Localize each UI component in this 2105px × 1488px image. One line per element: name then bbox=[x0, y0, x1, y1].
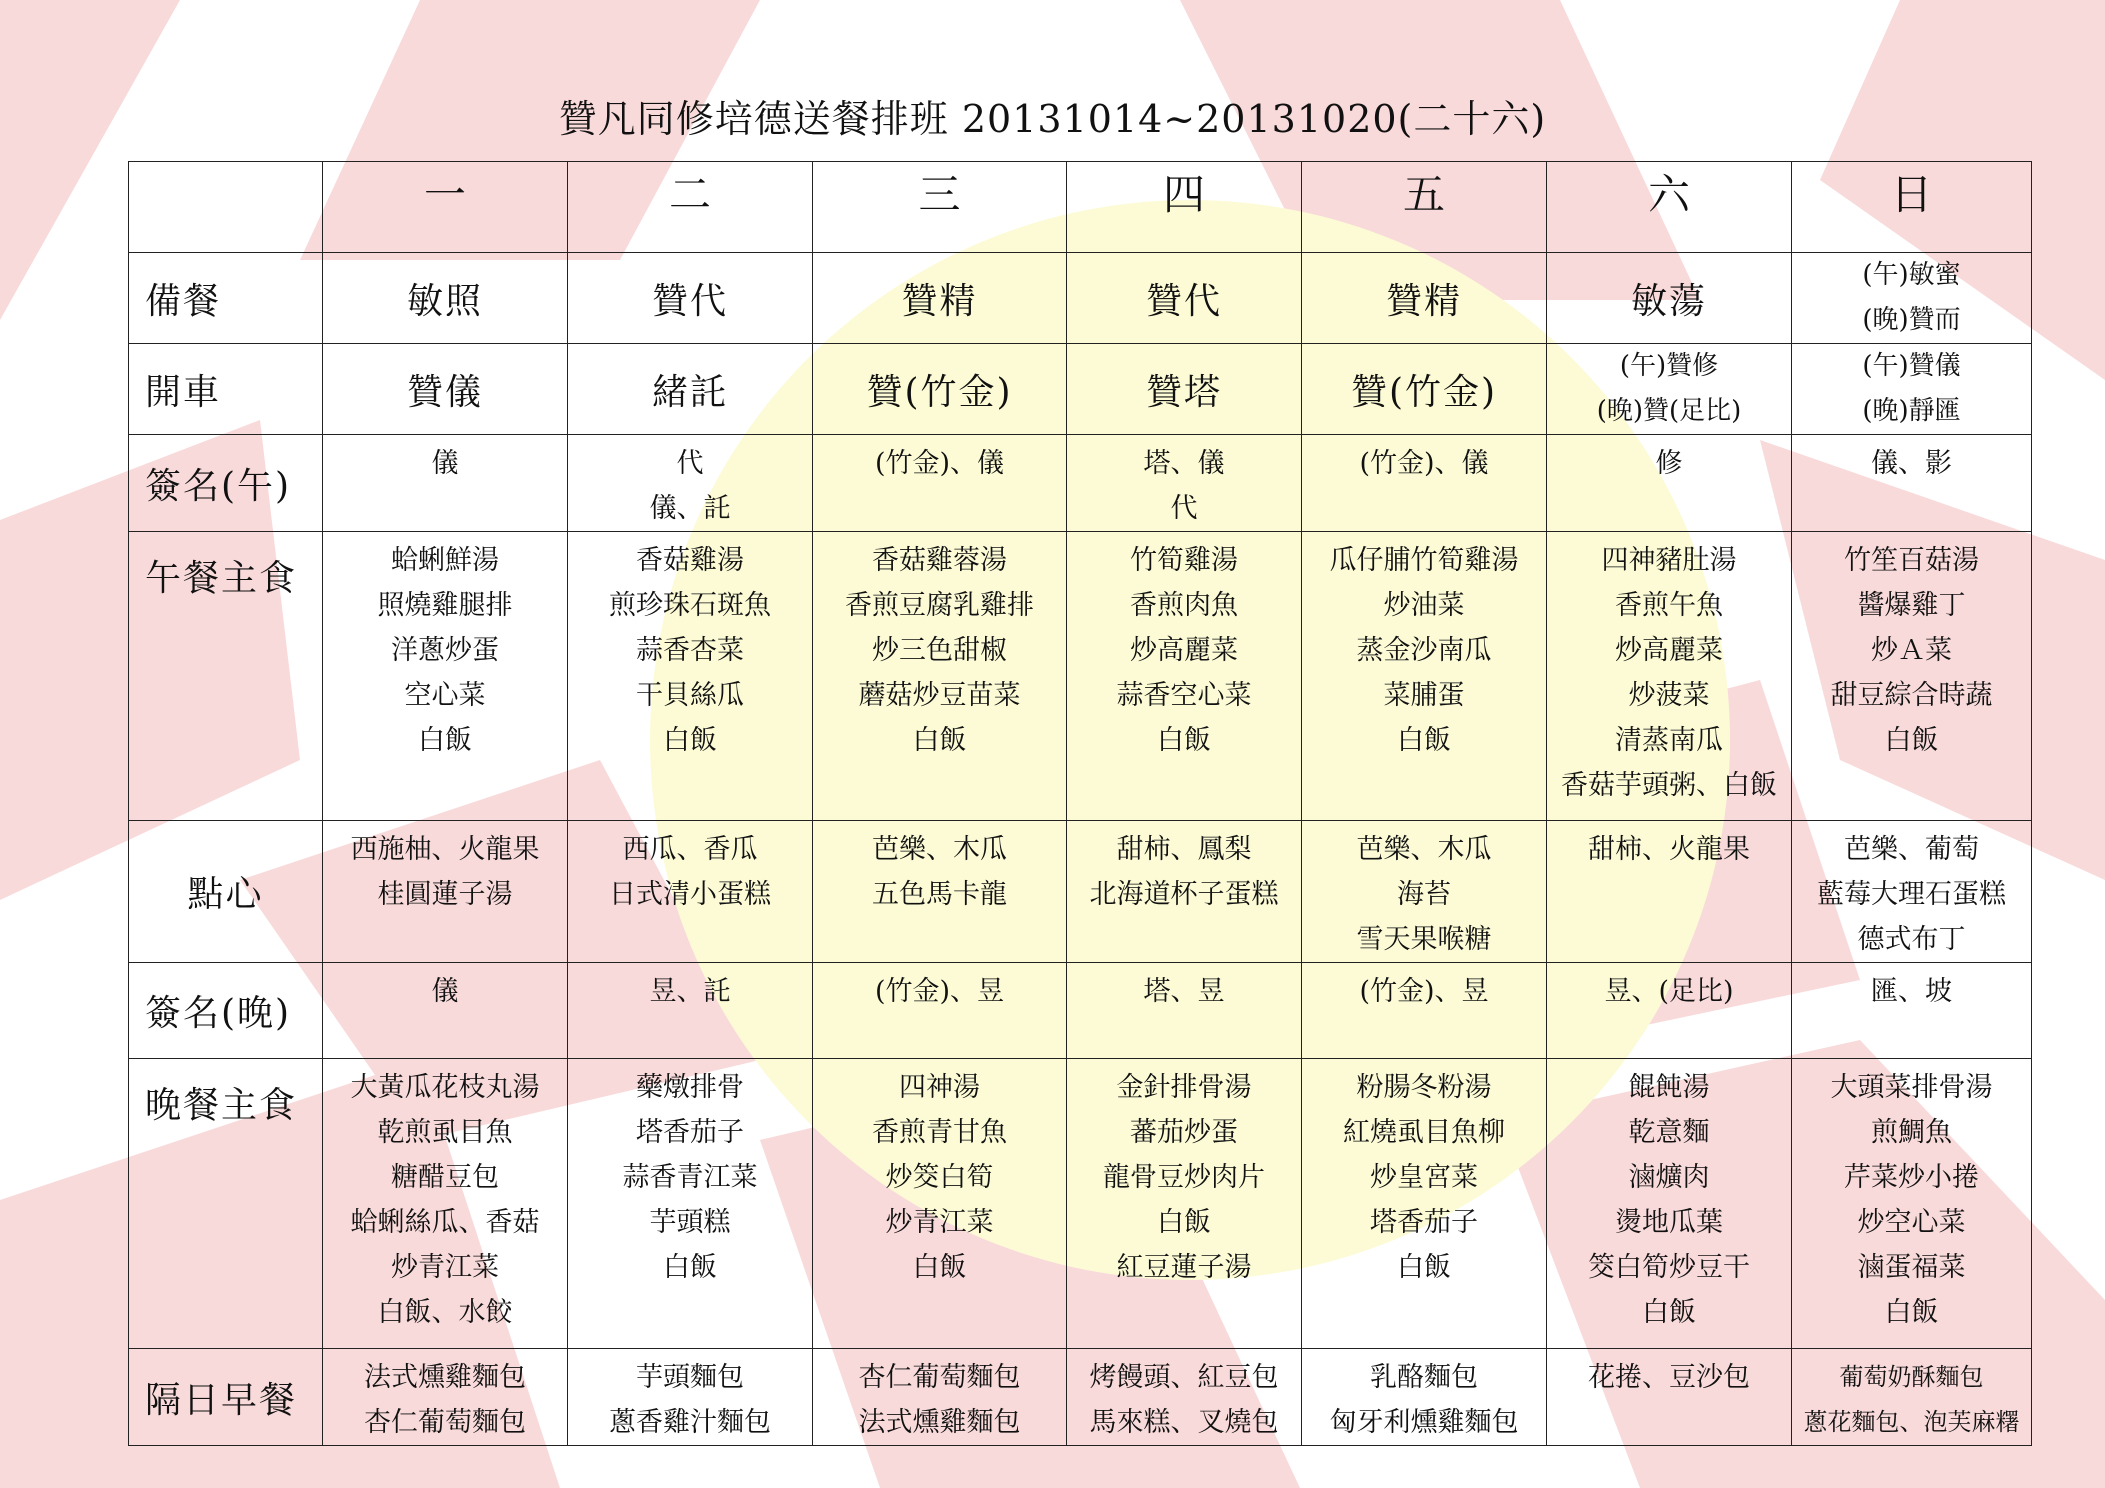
row-breakfast bbox=[129, 1349, 2032, 1446]
cell-line: 白飯 bbox=[663, 725, 717, 756]
cell-line: 白飯 bbox=[1157, 725, 1211, 756]
cell-line: 糖醋豆包 bbox=[391, 1162, 499, 1193]
cell-breakfast-4 bbox=[1302, 1349, 1547, 1446]
row-label-prep: 備餐 bbox=[129, 253, 323, 344]
cell-line: 藥燉排骨 bbox=[636, 1072, 744, 1103]
cell-line: 竹筍雞湯 bbox=[1130, 545, 1238, 576]
cell-drive-6 bbox=[1792, 344, 2032, 435]
cell-line: 儀、影 bbox=[1871, 448, 1952, 479]
cell-line: 烤饅頭、紅豆包 bbox=[1089, 1362, 1279, 1393]
cell-line: 清蒸南瓜 bbox=[1615, 725, 1723, 756]
cell-snack-6 bbox=[1792, 821, 2032, 963]
row-label-breakfast: 隔日早餐 bbox=[129, 1349, 323, 1446]
cell-line: 蛤蜊絲瓜、香菇 bbox=[350, 1207, 540, 1238]
cell-line: 五色馬卡龍 bbox=[872, 879, 1007, 910]
cell-line: 乾煎虱目魚 bbox=[377, 1117, 513, 1148]
cell-line: 昱、託 bbox=[649, 976, 731, 1007]
cell-line: 蒜香青江菜 bbox=[622, 1162, 758, 1193]
cell-line: (竹金)、昱 bbox=[1359, 976, 1489, 1007]
cell-line: 芋頭糕 bbox=[649, 1207, 731, 1238]
cell-prep-3 bbox=[1067, 253, 1302, 344]
cell-line: (午)贊儀 bbox=[1862, 351, 1961, 381]
day-wed: 三 bbox=[813, 162, 1067, 253]
cell-line: 花捲、豆沙包 bbox=[1588, 1362, 1750, 1393]
cell-line: 炒高麗菜 bbox=[1130, 635, 1238, 666]
cell-line: 海苔 bbox=[1397, 879, 1451, 910]
cell-line: 贊代 bbox=[651, 280, 728, 322]
cell-breakfast-2 bbox=[813, 1349, 1067, 1446]
cell-snack-0 bbox=[323, 821, 568, 963]
cell-line: 炒青江菜 bbox=[391, 1252, 499, 1283]
cell-line: 贊(竹金) bbox=[866, 371, 1013, 413]
cell-line: 蒜香空心菜 bbox=[1116, 680, 1252, 711]
row-label-sign_noon: 簽名(午) bbox=[129, 435, 323, 532]
cell-prep-0 bbox=[323, 253, 568, 344]
cell-line: 炒青江菜 bbox=[885, 1207, 994, 1238]
cell-dinner-3 bbox=[1067, 1059, 1302, 1349]
cell-line: 白飯 bbox=[1397, 1252, 1451, 1283]
cell-line: (竹金)、昱 bbox=[874, 976, 1005, 1007]
cell-line: 乾意麵 bbox=[1628, 1117, 1710, 1148]
cell-line: 白飯 bbox=[418, 725, 472, 756]
cell-lunch-6 bbox=[1792, 532, 2032, 821]
cell-line: 燙地瓜葉 bbox=[1615, 1207, 1723, 1238]
cell-lunch-3 bbox=[1067, 532, 1302, 821]
cell-dinner-0 bbox=[323, 1059, 568, 1349]
cell-line: 贊精 bbox=[901, 280, 978, 322]
cell-line: 塔、昱 bbox=[1143, 976, 1225, 1007]
cell-line: 桂圓蓮子湯 bbox=[377, 879, 513, 910]
cell-drive-0 bbox=[323, 344, 568, 435]
cell-line: 敏照 bbox=[406, 280, 483, 322]
day-sun: 日 bbox=[1792, 162, 2032, 253]
cell-line: 炒油菜 bbox=[1383, 590, 1465, 621]
cell-line: 香煎青甘魚 bbox=[872, 1117, 1007, 1148]
cell-line: 白飯、水餃 bbox=[377, 1297, 513, 1328]
cell-line: 葡萄奶酥麵包 bbox=[1839, 1363, 1984, 1391]
cell-lunch-0 bbox=[323, 532, 568, 821]
row-snack bbox=[129, 821, 2032, 963]
cell-line: 修 bbox=[1655, 448, 1683, 479]
cell-sign_noon-4 bbox=[1302, 435, 1547, 532]
cell-line: 香煎肉魚 bbox=[1130, 590, 1238, 621]
day-tue: 二 bbox=[568, 162, 813, 253]
cell-line: 法式燻雞麵包 bbox=[858, 1407, 1021, 1438]
cell-line: 藍莓大理石蛋糕 bbox=[1817, 879, 2006, 910]
cell-lunch-1 bbox=[568, 532, 813, 821]
cell-dinner-6 bbox=[1792, 1059, 2032, 1349]
cell-sign_eve-5 bbox=[1547, 963, 1792, 1059]
cell-line: 德式布丁 bbox=[1857, 924, 1966, 955]
cell-line: 代 bbox=[1170, 493, 1198, 524]
cell-line: 蒜香杏菜 bbox=[636, 635, 744, 666]
day-fri: 五 bbox=[1302, 162, 1547, 253]
cell-line: 菜脯蛋 bbox=[1383, 680, 1465, 711]
cell-line: 儀 bbox=[431, 976, 459, 1007]
cell-dinner-1 bbox=[568, 1059, 813, 1349]
cell-line: 炒空心菜 bbox=[1857, 1207, 1966, 1238]
cell-snack-4 bbox=[1302, 821, 1547, 963]
cell-dinner-2 bbox=[813, 1059, 1067, 1349]
cell-prep-2 bbox=[813, 253, 1067, 344]
cell-line: 法式燻雞麵包 bbox=[364, 1362, 526, 1393]
cell-line: 乳酪麵包 bbox=[1370, 1362, 1478, 1393]
cell-breakfast-6 bbox=[1792, 1349, 2032, 1446]
cell-line: (晚)贊(足比) bbox=[1596, 396, 1742, 426]
cell-line: 儀、託 bbox=[649, 493, 731, 524]
cell-line: 紅燒虱目魚柳 bbox=[1343, 1117, 1505, 1148]
cell-dinner-4 bbox=[1302, 1059, 1547, 1349]
cell-line: 西施柚、火龍果 bbox=[350, 834, 540, 865]
cell-line: 瓜仔脯竹筍雞湯 bbox=[1329, 545, 1519, 576]
cell-line: (竹金)、儀 bbox=[874, 448, 1005, 479]
cell-drive-1 bbox=[568, 344, 813, 435]
cell-sign_noon-2 bbox=[813, 435, 1067, 532]
cell-line: 香菇雞蓉湯 bbox=[872, 545, 1007, 576]
cell-sign_noon-0 bbox=[323, 435, 568, 532]
row-dinner bbox=[129, 1059, 2032, 1349]
cell-sign_eve-1 bbox=[568, 963, 813, 1059]
cell-line: 甜豆綜合時蔬 bbox=[1830, 680, 1993, 711]
cell-line: 炒菠菜 bbox=[1628, 680, 1710, 711]
cell-line: 馬來糕、叉燒包 bbox=[1089, 1407, 1279, 1438]
day-mon: 一 bbox=[323, 162, 568, 253]
cell-sign_eve-3 bbox=[1067, 963, 1302, 1059]
cell-line: 餛飩湯 bbox=[1628, 1072, 1710, 1103]
cell-line: 煎珍珠石斑魚 bbox=[609, 590, 771, 621]
cell-snack-1 bbox=[568, 821, 813, 963]
cell-line: 杏仁葡萄麵包 bbox=[364, 1407, 526, 1438]
cell-line: 匯、坡 bbox=[1871, 976, 1952, 1007]
row-label-snack: 點心 bbox=[129, 821, 323, 963]
schedule-table bbox=[128, 161, 2032, 1446]
day-sat: 六 bbox=[1547, 162, 1792, 253]
cell-line: (午)贊修 bbox=[1619, 351, 1719, 381]
row-prep bbox=[129, 253, 2032, 344]
cell-line: 白飯 bbox=[912, 1252, 967, 1283]
cell-line: 日式清小蛋糕 bbox=[609, 879, 771, 910]
cell-line: 滷爌肉 bbox=[1628, 1162, 1710, 1193]
cell-line: 蛤蜊鮮湯 bbox=[391, 545, 499, 576]
row-sign_noon bbox=[129, 435, 2032, 532]
cell-line: 代 bbox=[676, 448, 704, 479]
row-label-lunch: 午餐主食 bbox=[129, 532, 323, 821]
cell-line: 龍骨豆炒肉片 bbox=[1103, 1162, 1265, 1193]
cell-line: 香菇芋頭粥、白飯 bbox=[1561, 770, 1777, 801]
cell-drive-5 bbox=[1547, 344, 1792, 435]
cell-sign_noon-6 bbox=[1792, 435, 2032, 532]
cell-drive-3 bbox=[1067, 344, 1302, 435]
cell-breakfast-0 bbox=[323, 1349, 568, 1446]
cell-line: (晚)贊而 bbox=[1862, 305, 1961, 335]
cell-line: 芭樂、木瓜 bbox=[1356, 834, 1492, 865]
cell-line: 滷蛋福菜 bbox=[1857, 1252, 1966, 1283]
row-label-dinner: 晚餐主食 bbox=[129, 1059, 323, 1349]
cell-lunch-5 bbox=[1547, 532, 1792, 821]
cell-line: 西瓜、香瓜 bbox=[622, 834, 758, 865]
cell-line: 敏蕩 bbox=[1630, 280, 1707, 322]
cell-line: 蘑菇炒豆苗菜 bbox=[858, 680, 1021, 711]
cell-line: 芋頭麵包 bbox=[636, 1362, 744, 1393]
cell-line: 醬爆雞丁 bbox=[1857, 590, 1966, 621]
cell-line: 炒三色甜椒 bbox=[872, 635, 1007, 666]
cell-lunch-4 bbox=[1302, 532, 1547, 821]
cell-lunch-2 bbox=[813, 532, 1067, 821]
cell-line: 蒸金沙南瓜 bbox=[1356, 635, 1492, 666]
cell-line: 炒筊白筍 bbox=[885, 1162, 994, 1193]
row-label-drive: 開車 bbox=[129, 344, 323, 435]
cell-line: 緒託 bbox=[651, 371, 728, 413]
cell-sign_eve-4 bbox=[1302, 963, 1547, 1059]
cell-line: 昱、(足比) bbox=[1604, 976, 1734, 1007]
cell-line: 筊白筍炒豆干 bbox=[1588, 1252, 1750, 1283]
cell-sign_noon-1 bbox=[568, 435, 813, 532]
cell-line: 白飯 bbox=[1642, 1297, 1696, 1328]
cell-dinner-5 bbox=[1547, 1059, 1792, 1349]
cell-line: (晚)靜匯 bbox=[1862, 396, 1961, 426]
cell-line: 炒高麗菜 bbox=[1615, 635, 1723, 666]
cell-line: 贊(竹金) bbox=[1350, 371, 1498, 413]
cell-prep-4 bbox=[1302, 253, 1547, 344]
cell-line: (午)敏蜜 bbox=[1862, 260, 1961, 290]
cell-line: 芭樂、木瓜 bbox=[872, 834, 1007, 865]
cell-line: 空心菜 bbox=[404, 680, 486, 711]
cell-line: 白飯 bbox=[1157, 1207, 1211, 1238]
cell-line: 匈牙利燻雞麵包 bbox=[1329, 1407, 1519, 1438]
cell-line: 蕃茄炒蛋 bbox=[1130, 1117, 1238, 1148]
cell-line: 北海道杯子蛋糕 bbox=[1089, 879, 1279, 910]
cell-line: 洋蔥炒蛋 bbox=[391, 635, 499, 666]
cell-line: 蔥花麵包、泡芙麻糬 bbox=[1803, 1408, 2020, 1436]
cell-line: 大黃瓜花枝丸湯 bbox=[350, 1072, 540, 1103]
cell-drive-2 bbox=[813, 344, 1067, 435]
cell-line: 贊儀 bbox=[406, 371, 483, 413]
cell-line: 炒Ａ菜 bbox=[1871, 635, 1952, 666]
cell-sign_eve-0 bbox=[323, 963, 568, 1059]
cell-prep-1 bbox=[568, 253, 813, 344]
cell-line: 粉腸冬粉湯 bbox=[1356, 1072, 1492, 1103]
cell-line: 香煎豆腐乳雞排 bbox=[845, 590, 1034, 621]
schedule-body bbox=[129, 162, 2032, 1446]
cell-line: 干貝絲瓜 bbox=[636, 680, 744, 711]
cell-line: 大頭菜排骨湯 bbox=[1830, 1072, 1993, 1103]
cell-sign_eve-2 bbox=[813, 963, 1067, 1059]
cell-line: 白飯 bbox=[1884, 1297, 1939, 1328]
cell-line: 紅豆蓮子湯 bbox=[1116, 1252, 1252, 1283]
row-lunch bbox=[129, 532, 2032, 821]
cell-breakfast-1 bbox=[568, 1349, 813, 1446]
cell-line: 四神湯 bbox=[899, 1072, 980, 1103]
cell-line: 贊塔 bbox=[1145, 371, 1222, 413]
cell-line: 塔、儀 bbox=[1143, 448, 1225, 479]
cell-breakfast-3 bbox=[1067, 1349, 1302, 1446]
cell-line: 照燒雞腿排 bbox=[377, 590, 513, 621]
cell-line: 杏仁葡萄麵包 bbox=[858, 1362, 1021, 1393]
cell-line: 贊代 bbox=[1145, 280, 1222, 322]
cell-prep-6 bbox=[1792, 253, 2032, 344]
cell-line: 塔香茄子 bbox=[636, 1117, 744, 1148]
page-title: 贊凡同修培德送餐排班 20131014~20131020(二十六) bbox=[558, 97, 1547, 141]
row-label-sign_eve: 簽名(晚) bbox=[129, 963, 323, 1059]
cell-line: 香煎午魚 bbox=[1615, 590, 1723, 621]
cell-line: 白飯 bbox=[912, 725, 967, 756]
row-sign_eve bbox=[129, 963, 2032, 1059]
cell-drive-4 bbox=[1302, 344, 1547, 435]
cell-sign_eve-6 bbox=[1792, 963, 2032, 1059]
cell-snack-5 bbox=[1547, 821, 1792, 963]
cell-line: 香菇雞湯 bbox=[636, 545, 744, 576]
cell-line: 甜柿、鳳梨 bbox=[1116, 834, 1252, 865]
cell-line: 竹笙百菇湯 bbox=[1844, 545, 1979, 576]
cell-snack-3 bbox=[1067, 821, 1302, 963]
cell-line: 白飯 bbox=[663, 1252, 717, 1283]
cell-line: 白飯 bbox=[1397, 725, 1451, 756]
cell-line: 金針排骨湯 bbox=[1116, 1072, 1252, 1103]
cell-line: 白飯 bbox=[1884, 725, 1939, 756]
cell-sign_noon-5 bbox=[1547, 435, 1792, 532]
cell-line: 雪天果喉糖 bbox=[1356, 924, 1492, 955]
cell-line: 煎鯛魚 bbox=[1871, 1117, 1952, 1148]
cell-line: 贊精 bbox=[1385, 280, 1462, 322]
corner-cell bbox=[129, 162, 323, 253]
cell-line: 蔥香雞汁麵包 bbox=[609, 1407, 771, 1438]
cell-line: 芹菜炒小捲 bbox=[1844, 1162, 1979, 1193]
cell-line: 四神豬肚湯 bbox=[1601, 545, 1737, 576]
cell-sign_noon-3 bbox=[1067, 435, 1302, 532]
day-thu: 四 bbox=[1067, 162, 1302, 253]
cell-line: 炒皇宮菜 bbox=[1370, 1162, 1478, 1193]
cell-line: 芭樂、葡萄 bbox=[1844, 834, 1979, 865]
cell-snack-2 bbox=[813, 821, 1067, 963]
cell-line: 塔香茄子 bbox=[1370, 1207, 1478, 1238]
cell-line: 儀 bbox=[431, 448, 459, 479]
cell-line: 甜柿、火龍果 bbox=[1588, 834, 1750, 865]
row-drive bbox=[129, 344, 2032, 435]
cell-line: (竹金)、儀 bbox=[1359, 448, 1489, 479]
day-header-row bbox=[129, 162, 2032, 253]
cell-prep-5 bbox=[1547, 253, 1792, 344]
cell-breakfast-5 bbox=[1547, 1349, 1792, 1446]
